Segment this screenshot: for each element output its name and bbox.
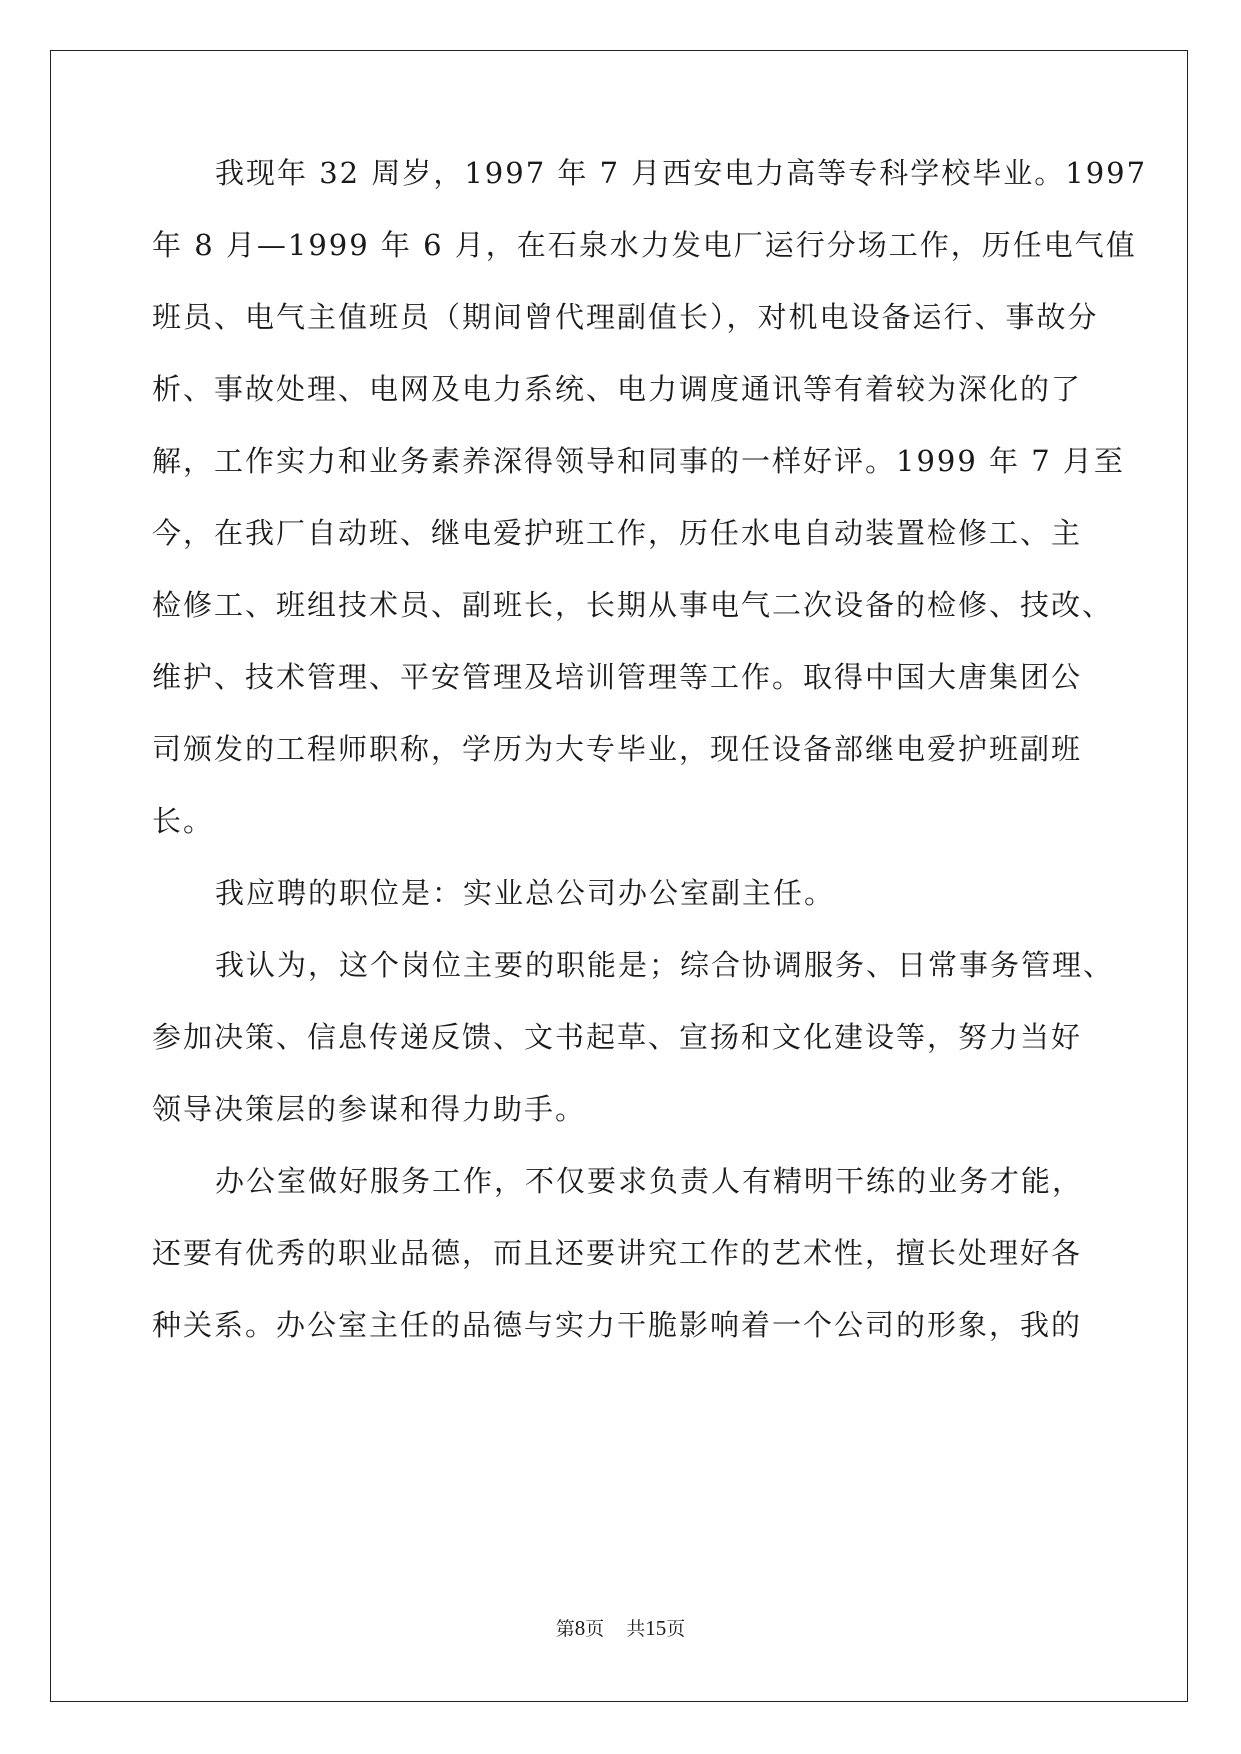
paragraph-line: 我认为，这个岗位主要的职能是；综合协调服务、日常事务管理、 bbox=[215, 948, 1115, 982]
paragraph-line: 我现年 32 周岁，1997 年 7 月西安电力高等专科学校毕业。1997 bbox=[215, 156, 1148, 190]
paragraph-line: 办公室做好服务工作，不仅要求负责人有精明干练的业务才能， bbox=[215, 1164, 1084, 1198]
paragraph-line: 解，工作实力和业务素养深得领导和同事的一样好评。1999 年 7 月至 bbox=[152, 444, 1125, 478]
paragraph-line: 年 8 月—1999 年 6 月，在石泉水力发电厂运行分场工作，历任电气值 bbox=[152, 228, 1137, 262]
paragraph-line: 领导决策层的参谋和得力助手。 bbox=[152, 1092, 587, 1126]
paragraph-line: 种关系。办公室主任的品德与实力干脆影响着一个公司的形象，我的 bbox=[152, 1308, 1083, 1342]
page-total: 15 bbox=[645, 1616, 667, 1640]
paragraph-line: 析、事故处理、电网及电力系统、电力调度通讯等有着较为深化的了 bbox=[152, 372, 1083, 406]
paragraph-line: 我应聘的职位是：实业总公司办公室副主任。 bbox=[215, 876, 836, 910]
paragraph-line: 维护、技术管理、平安管理及培训管理等工作。取得中国大唐集团公 bbox=[152, 660, 1083, 694]
total-suffix: 页 bbox=[666, 1618, 686, 1640]
paragraph-line: 司颁发的工程师职称，学历为大专毕业，现任设备部继电爱护班副班 bbox=[152, 732, 1083, 766]
paragraph-line: 长。 bbox=[152, 804, 215, 838]
paragraph-line: 参加决策、信息传递反馈、文书起草、宣扬和文化建设等，努力当好 bbox=[152, 1020, 1083, 1054]
page-prefix: 第 bbox=[555, 1618, 575, 1640]
paragraph-line: 检修工、班组技术员、副班长，长期从事电气二次设备的检修、技改、 bbox=[152, 588, 1114, 622]
page-current: 8 bbox=[574, 1616, 586, 1640]
page-suffix: 页 bbox=[585, 1618, 605, 1640]
total-prefix: 共 bbox=[626, 1618, 646, 1640]
paragraph-line: 还要有优秀的职业品德，而且还要讲究工作的艺术性，擅长处理好各 bbox=[152, 1236, 1083, 1270]
page-number-footer bbox=[0, 1616, 1241, 1641]
paragraph-line: 今，在我厂自动班、继电爱护班工作，历任水电自动装置检修工、主 bbox=[152, 516, 1083, 550]
paragraph-line: 班员、电气主值班员（期间曾代理副值长），对机电设备运行、事故分 bbox=[152, 300, 1099, 334]
